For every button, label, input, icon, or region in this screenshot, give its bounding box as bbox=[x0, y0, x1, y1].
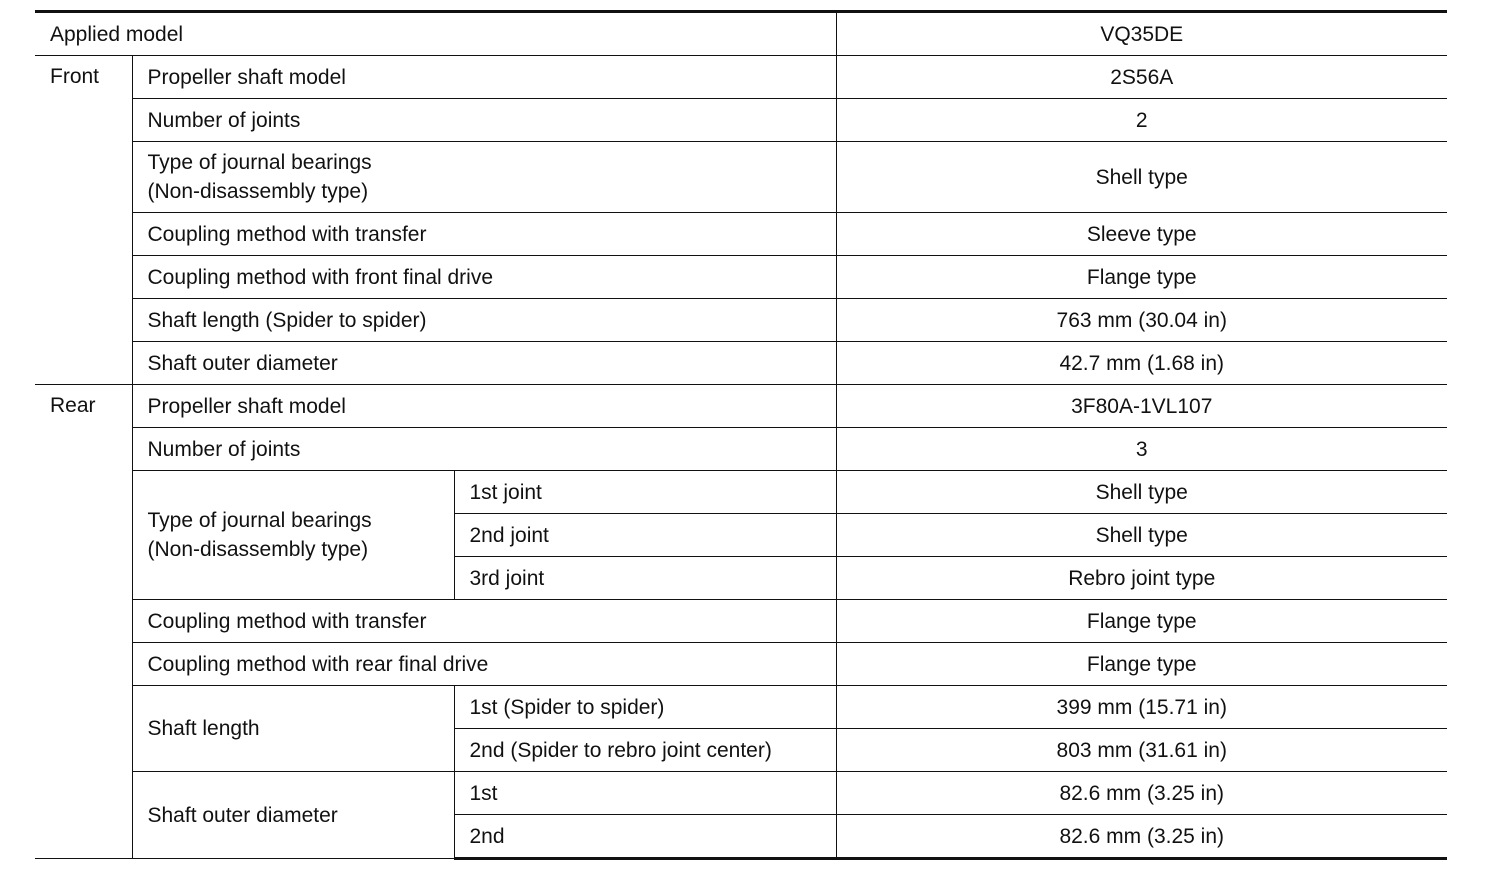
rear-number-of-joints-value: 3 bbox=[836, 428, 1447, 471]
rear-joint-3-value: Rebro joint type bbox=[836, 557, 1447, 600]
table-row bbox=[35, 643, 1447, 686]
rear-shaft-outer-diameter-label: Shaft outer diameter bbox=[132, 772, 454, 859]
front-shaft-length-value: 763 mm (30.04 in) bbox=[836, 299, 1447, 342]
front-shaft-outer-diameter-label: Shaft outer diameter bbox=[132, 342, 836, 385]
table-row bbox=[35, 12, 1447, 56]
table-row bbox=[35, 299, 1447, 342]
front-coupling-final-drive-label: Coupling method with front final drive bbox=[132, 256, 836, 299]
front-journal-bearings-label-line1: Type of journal bearings bbox=[147, 151, 372, 174]
front-coupling-transfer-value: Sleeve type bbox=[836, 213, 1447, 256]
rear-shaft-length-1-label: 1st (Spider to spider) bbox=[454, 686, 836, 729]
propeller-shaft-spec-table bbox=[35, 10, 1447, 860]
table-row bbox=[35, 56, 1447, 99]
table-row bbox=[35, 600, 1447, 643]
rear-journal-bearings-label-line2: (Non-disassembly type) bbox=[147, 538, 369, 561]
rear-number-of-joints-label: Number of joints bbox=[132, 428, 836, 471]
table-row bbox=[35, 686, 1447, 729]
rear-shaft-length-1-value: 399 mm (15.71 in) bbox=[836, 686, 1447, 729]
rear-coupling-transfer-value: Flange type bbox=[836, 600, 1447, 643]
table-row bbox=[35, 428, 1447, 471]
applied-model-label: Applied model bbox=[35, 12, 836, 56]
rear-coupling-final-drive-value: Flange type bbox=[836, 643, 1447, 686]
rear-propeller-shaft-model-label: Propeller shaft model bbox=[132, 385, 836, 428]
rear-shaft-length-2-value: 803 mm (31.61 in) bbox=[836, 729, 1447, 772]
rear-joint-1-label: 1st joint bbox=[454, 471, 836, 514]
rear-journal-bearings-label bbox=[132, 471, 454, 600]
table-row bbox=[35, 471, 1447, 514]
rear-joint-3-label: 3rd joint bbox=[454, 557, 836, 600]
front-shaft-outer-diameter-value: 42.7 mm (1.68 in) bbox=[836, 342, 1447, 385]
table-row bbox=[35, 99, 1447, 142]
front-coupling-transfer-label: Coupling method with transfer bbox=[132, 213, 836, 256]
rear-coupling-final-drive-label: Coupling method with rear final drive bbox=[132, 643, 836, 686]
rear-journal-bearings-label-line1: Type of journal bearings bbox=[147, 509, 372, 532]
front-journal-bearings-label bbox=[132, 142, 836, 213]
front-shaft-length-label: Shaft length (Spider to spider) bbox=[132, 299, 836, 342]
rear-joint-1-value: Shell type bbox=[836, 471, 1447, 514]
front-journal-bearings-label-line2: (Non-disassembly type) bbox=[147, 180, 369, 203]
table-row bbox=[35, 772, 1447, 815]
rear-shaft-length-2-label: 2nd (Spider to rebro joint center) bbox=[454, 729, 836, 772]
front-group-label: Front bbox=[35, 56, 132, 385]
rear-shaft-outer-diameter-1-value: 82.6 mm (3.25 in) bbox=[836, 772, 1447, 815]
rear-shaft-outer-diameter-2-label: 2nd bbox=[454, 815, 836, 859]
rear-joint-2-value: Shell type bbox=[836, 514, 1447, 557]
table-row bbox=[35, 213, 1447, 256]
rear-shaft-outer-diameter-2-value: 82.6 mm (3.25 in) bbox=[836, 815, 1447, 859]
front-coupling-final-drive-value: Flange type bbox=[836, 256, 1447, 299]
front-number-of-joints-label: Number of joints bbox=[132, 99, 836, 142]
rear-coupling-transfer-label: Coupling method with transfer bbox=[132, 600, 836, 643]
rear-shaft-outer-diameter-1-label: 1st bbox=[454, 772, 836, 815]
table-row bbox=[35, 142, 1447, 213]
front-journal-bearings-value: Shell type bbox=[836, 142, 1447, 213]
rear-joint-2-label: 2nd joint bbox=[454, 514, 836, 557]
rear-shaft-length-label: Shaft length bbox=[132, 686, 454, 772]
front-propeller-shaft-model-label: Propeller shaft model bbox=[132, 56, 836, 99]
rear-group-label: Rear bbox=[35, 385, 132, 859]
table-row bbox=[35, 342, 1447, 385]
table-row bbox=[35, 256, 1447, 299]
front-propeller-shaft-model-value: 2S56A bbox=[836, 56, 1447, 99]
rear-propeller-shaft-model-value: 3F80A-1VL107 bbox=[836, 385, 1447, 428]
applied-model-value: VQ35DE bbox=[836, 12, 1447, 56]
table-row bbox=[35, 385, 1447, 428]
front-number-of-joints-value: 2 bbox=[836, 99, 1447, 142]
